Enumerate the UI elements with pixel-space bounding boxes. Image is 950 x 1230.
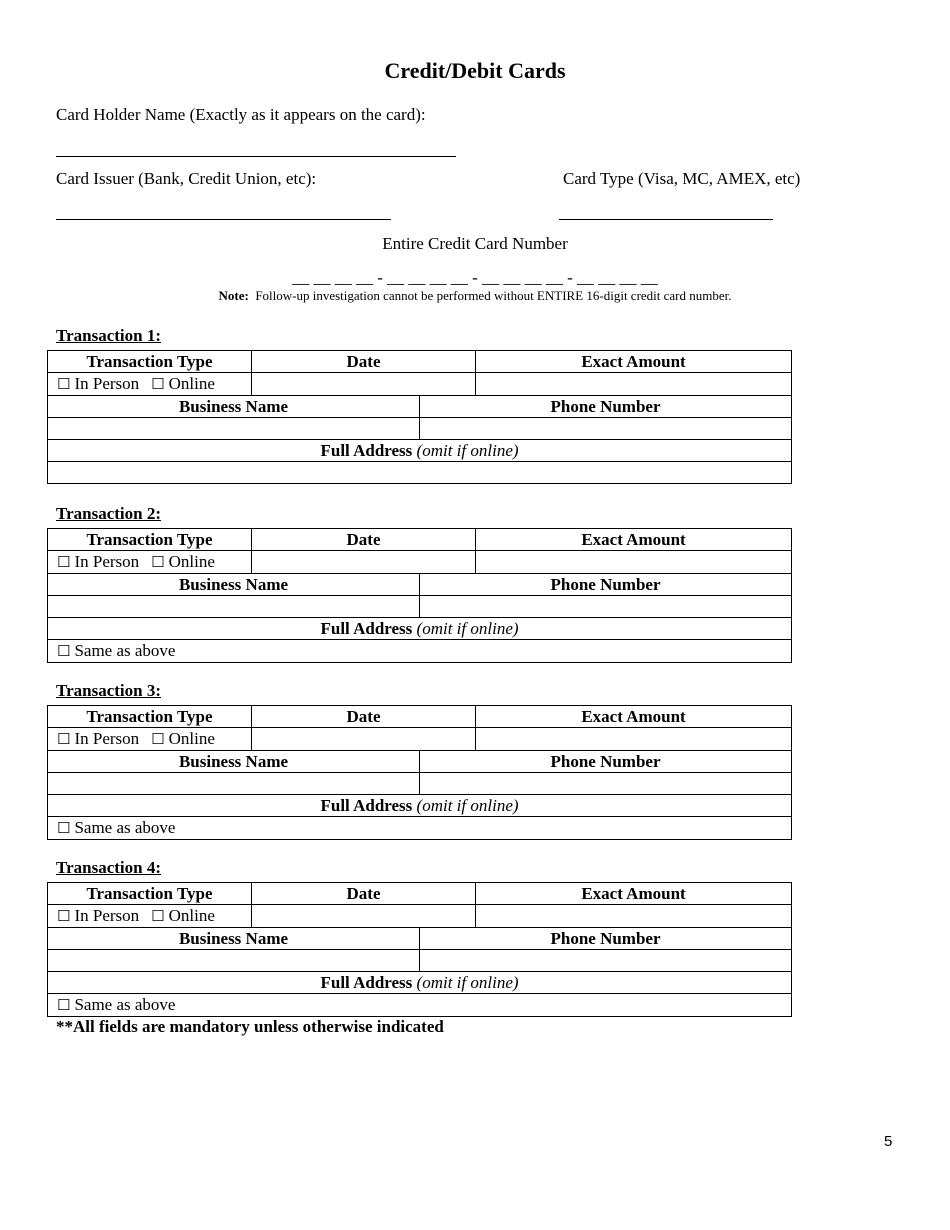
online-label: Online — [168, 552, 215, 571]
online-checkbox[interactable]: ☐ — [151, 375, 165, 393]
business-name-header: Business Name — [48, 751, 420, 773]
transaction-type-options — [48, 551, 252, 574]
full-address-header — [48, 795, 792, 817]
date-field[interactable] — [252, 551, 476, 574]
omit-if-online-label: (omit if online) — [416, 619, 519, 638]
full-address-header — [48, 972, 792, 994]
exact-amount-header: Exact Amount — [476, 351, 792, 373]
date-header: Date — [252, 883, 476, 905]
transaction-3-heading: Transaction 3: — [56, 681, 161, 700]
in-person-label: In Person — [74, 374, 140, 393]
business-name-field[interactable] — [48, 773, 420, 795]
in-person-checkbox[interactable]: ☐ — [57, 730, 71, 748]
online-label: Online — [168, 374, 215, 393]
full-address-label: Full Address — [320, 973, 413, 992]
full-address-header — [48, 618, 792, 640]
transaction-type-options — [48, 728, 252, 751]
transaction-1-table — [47, 350, 792, 484]
in-person-checkbox[interactable]: ☐ — [57, 375, 71, 393]
card-number-label: Entire Credit Card Number — [382, 234, 568, 253]
full-address-label: Full Address — [320, 441, 413, 460]
card-holder-label: Card Holder Name (Exactly as it appears on the card): — [56, 105, 426, 124]
card-number-mask[interactable]: __ __ __ __ - __ __ __ __ - __ __ __ __ - __ __ __ __ — [292, 268, 658, 287]
phone-number-field[interactable] — [420, 596, 792, 618]
business-name-field[interactable] — [48, 418, 420, 440]
same-as-above-label: Same as above — [74, 818, 176, 837]
in-person-label: In Person — [74, 552, 140, 571]
transaction-type-header: Transaction Type — [48, 351, 252, 373]
page-number: 5 — [884, 1133, 893, 1150]
online-checkbox[interactable]: ☐ — [151, 553, 165, 571]
same-as-above-checkbox[interactable]: ☐ — [57, 996, 71, 1014]
in-person-label: In Person — [74, 729, 140, 748]
same-as-above-checkbox[interactable]: ☐ — [57, 819, 71, 837]
in-person-checkbox[interactable]: ☐ — [57, 553, 71, 571]
online-label: Online — [168, 729, 215, 748]
exact-amount-header: Exact Amount — [476, 883, 792, 905]
transaction-3-table — [47, 705, 792, 840]
business-name-header: Business Name — [48, 396, 420, 418]
exact-amount-field[interactable] — [476, 728, 792, 751]
exact-amount-field[interactable] — [476, 373, 792, 396]
note-prefix: Note: — [218, 288, 249, 303]
in-person-label: In Person — [74, 906, 140, 925]
date-field[interactable] — [252, 905, 476, 928]
same-as-above-row — [48, 994, 792, 1017]
phone-number-field[interactable] — [420, 418, 792, 440]
card-type-input-line[interactable] — [559, 219, 773, 220]
card-holder-input-line[interactable] — [56, 156, 456, 157]
transaction-type-options — [48, 373, 252, 396]
transaction-type-options — [48, 905, 252, 928]
date-header: Date — [252, 706, 476, 728]
same-as-above-label: Same as above — [74, 641, 176, 660]
note-text: Follow-up investigation cannot be performed without ENTIRE 16-digit credit card number. — [255, 288, 732, 303]
date-field[interactable] — [252, 373, 476, 396]
page-title: Credit/Debit Cards — [384, 58, 566, 83]
phone-number-field[interactable] — [420, 773, 792, 795]
date-header: Date — [252, 529, 476, 551]
exact-amount-header: Exact Amount — [476, 706, 792, 728]
card-number-note — [0, 288, 950, 304]
card-type-label: Card Type (Visa, MC, AMEX, etc) — [563, 169, 801, 188]
phone-number-header: Phone Number — [420, 396, 792, 418]
full-address-label: Full Address — [320, 796, 413, 815]
business-name-field[interactable] — [48, 950, 420, 972]
business-name-field[interactable] — [48, 596, 420, 618]
online-label: Online — [168, 906, 215, 925]
transaction-1-heading: Transaction 1: — [56, 326, 161, 345]
date-header: Date — [252, 351, 476, 373]
full-address-field[interactable] — [48, 462, 792, 484]
exact-amount-field[interactable] — [476, 551, 792, 574]
full-address-label: Full Address — [320, 619, 413, 638]
transaction-type-header: Transaction Type — [48, 706, 252, 728]
phone-number-field[interactable] — [420, 950, 792, 972]
transaction-4-heading: Transaction 4: — [56, 858, 161, 877]
phone-number-header: Phone Number — [420, 574, 792, 596]
same-as-above-row — [48, 817, 792, 840]
transaction-2-heading: Transaction 2: — [56, 504, 161, 523]
mandatory-fields-note: **All fields are mandatory unless otherwise indicated — [56, 1017, 444, 1036]
business-name-header: Business Name — [48, 928, 420, 950]
transaction-2-table — [47, 528, 792, 663]
card-issuer-input-line[interactable] — [56, 219, 391, 220]
transaction-type-header: Transaction Type — [48, 883, 252, 905]
same-as-above-row — [48, 640, 792, 663]
online-checkbox[interactable]: ☐ — [151, 730, 165, 748]
same-as-above-checkbox[interactable]: ☐ — [57, 642, 71, 660]
same-as-above-label: Same as above — [74, 995, 176, 1014]
business-name-header: Business Name — [48, 574, 420, 596]
phone-number-header: Phone Number — [420, 928, 792, 950]
omit-if-online-label: (omit if online) — [416, 973, 519, 992]
exact-amount-header: Exact Amount — [476, 529, 792, 551]
online-checkbox[interactable]: ☐ — [151, 907, 165, 925]
transaction-4-table — [47, 882, 792, 1017]
full-address-header — [48, 440, 792, 462]
transaction-type-header: Transaction Type — [48, 529, 252, 551]
in-person-checkbox[interactable]: ☐ — [57, 907, 71, 925]
date-field[interactable] — [252, 728, 476, 751]
phone-number-header: Phone Number — [420, 751, 792, 773]
exact-amount-field[interactable] — [476, 905, 792, 928]
omit-if-online-label: (omit if online) — [416, 441, 519, 460]
omit-if-online-label: (omit if online) — [416, 796, 519, 815]
card-issuer-label: Card Issuer (Bank, Credit Union, etc): — [56, 169, 317, 188]
